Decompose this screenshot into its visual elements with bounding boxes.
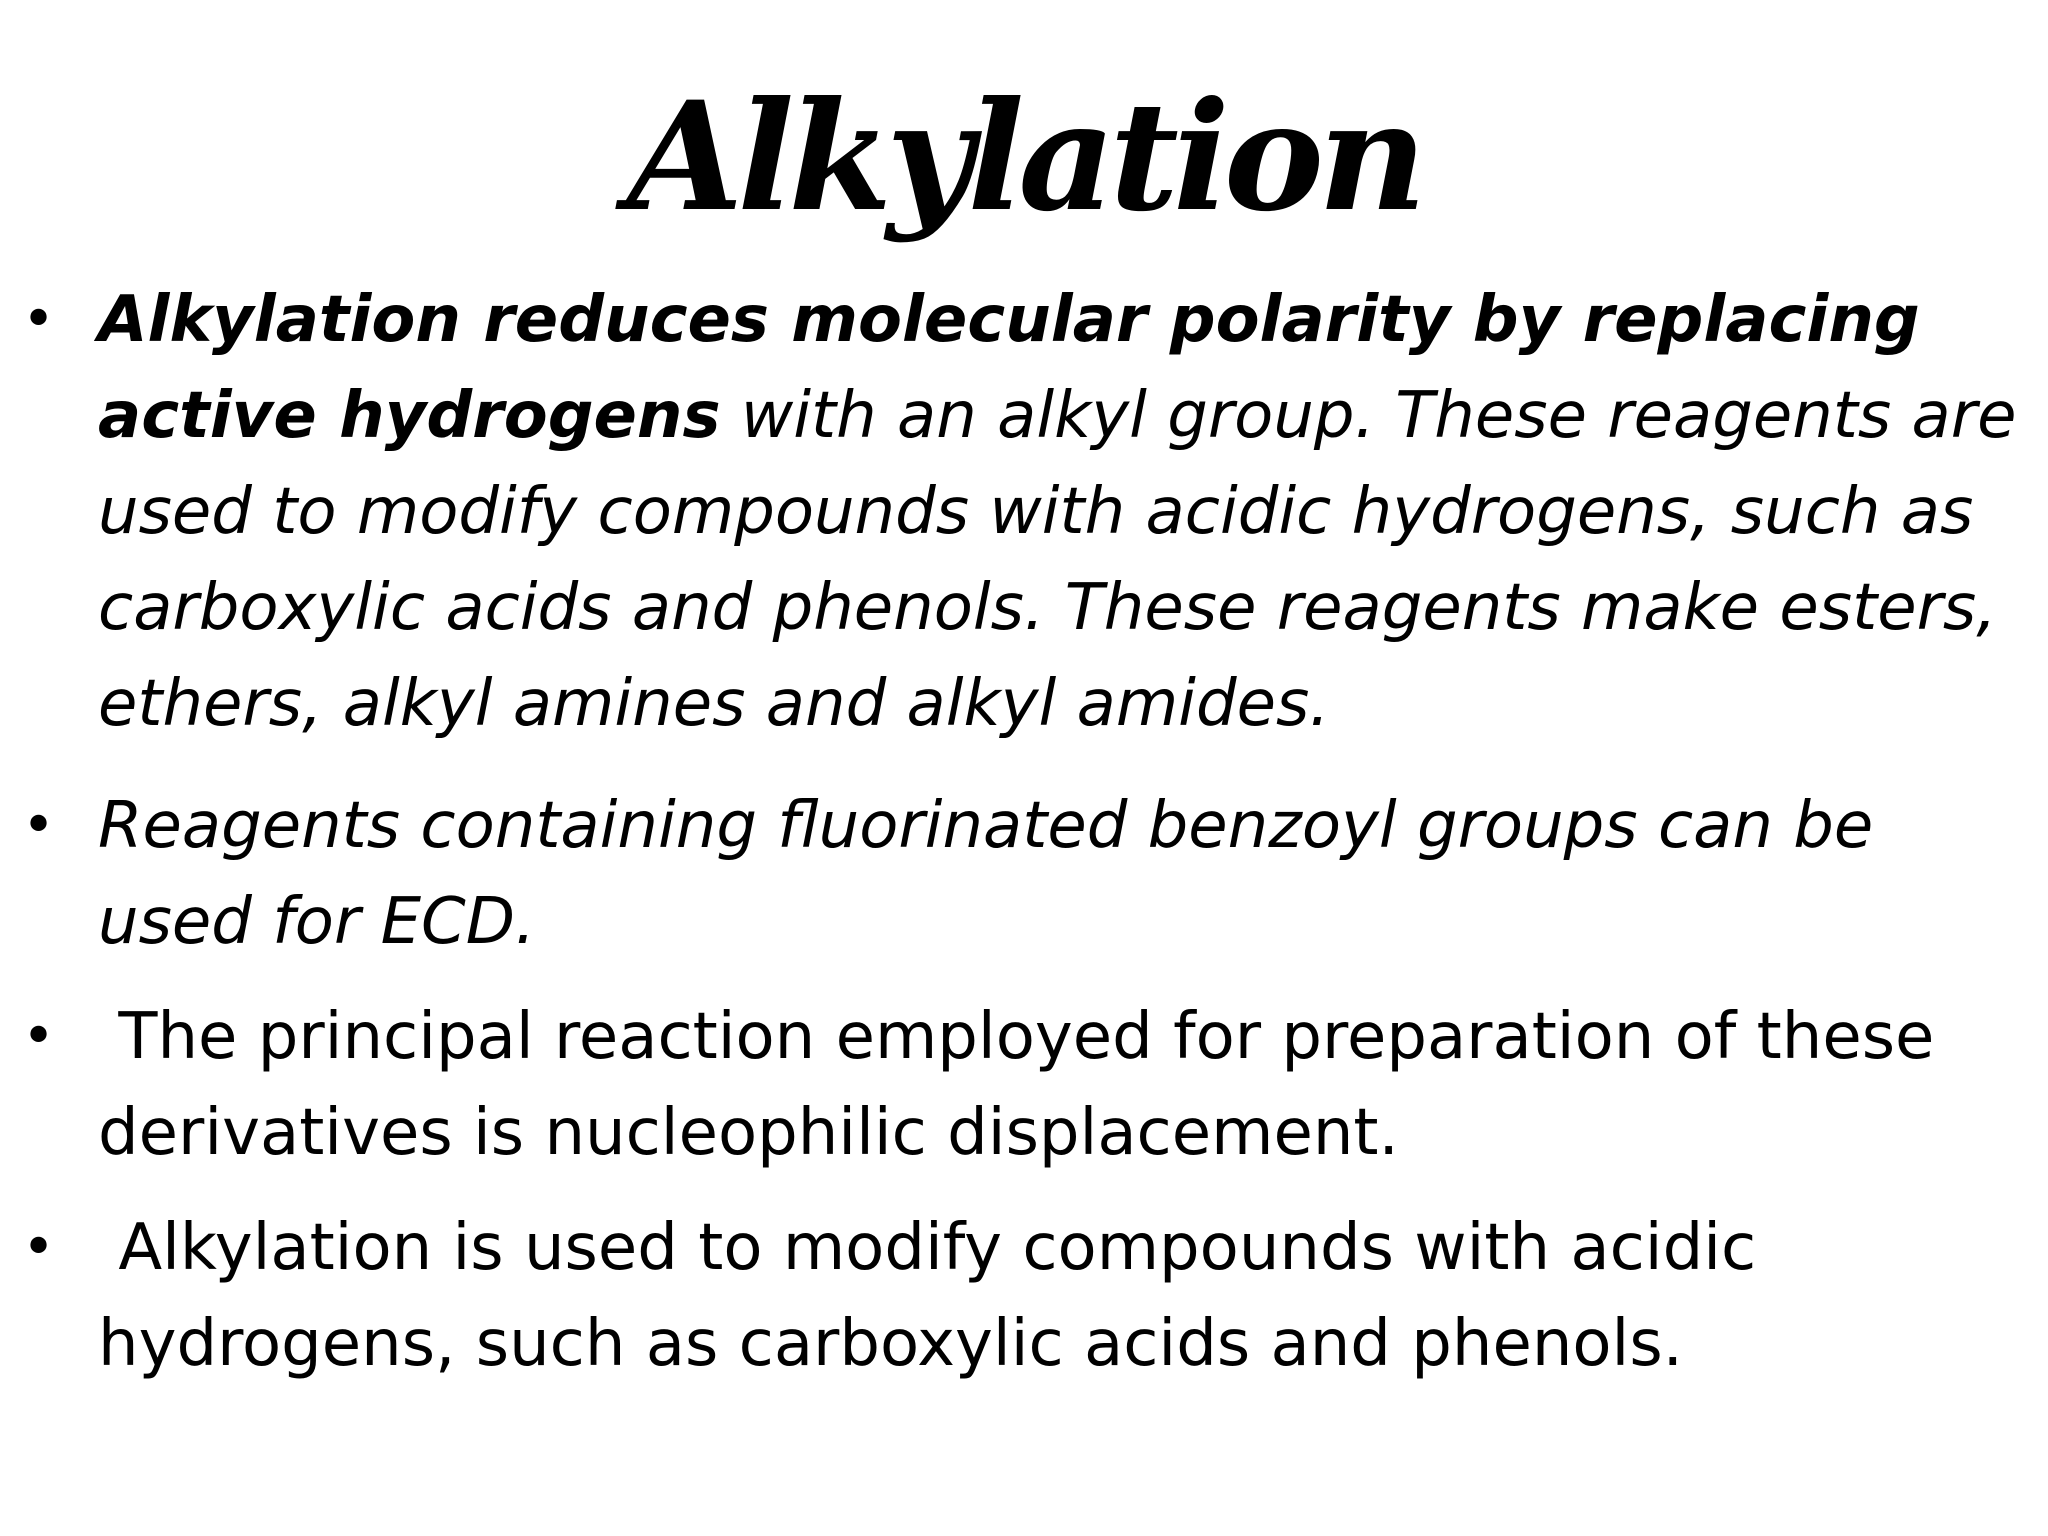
bullet-marker: • [22,793,56,858]
bullet-marker: • [22,287,56,352]
bullet-emphasis: Alkylation reduces molecular polarity by replacing active hydrogens [98,283,1920,453]
bullet-marker: • [22,1004,56,1069]
slide-title: Alkylation [626,69,1421,245]
bullet-text: The principal reaction employed for preparation of these derivatives is nucleophilic displacement. [98,1000,1955,1170]
bullet-text: Reagents containing fluorinated benzoyl groups can be used for ECD. [98,789,1874,959]
bullet-body: with an alkyl group. These reagents are used to modify compounds with acidic hydrogens, such as carboxylic acids and phenols. These reagents make esters, ethers, alkyl amines and alkyl amides. [98,379,2017,741]
bullet-text [98,272,2028,752]
bullet-marker: • [22,1215,56,1280]
bullet-text: Alkylation is used to modify compounds with acidic hydrogens, such as carboxylic acids and phenols. [98,1211,1777,1381]
